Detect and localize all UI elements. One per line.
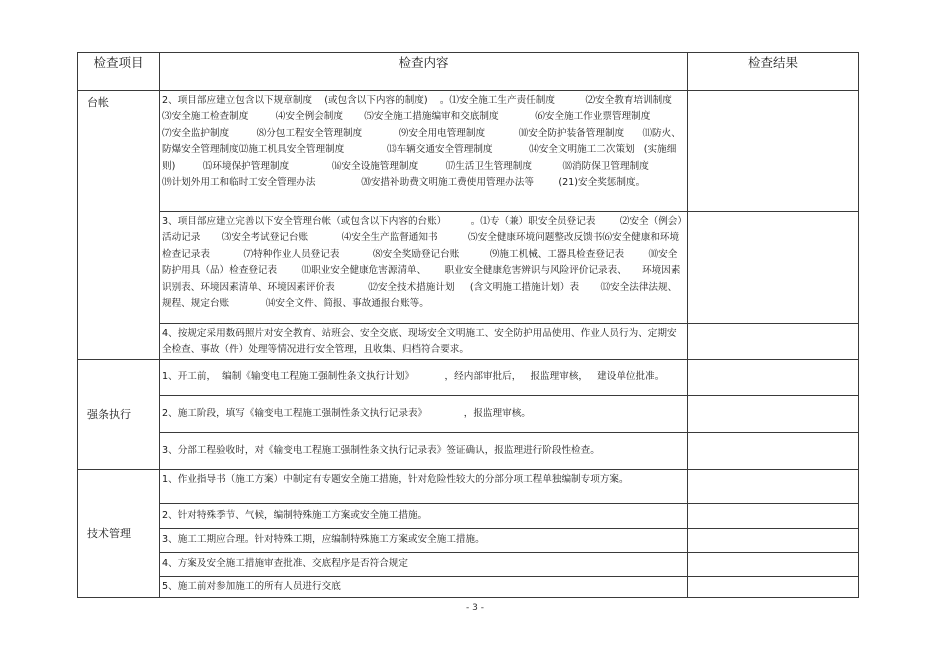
table-row <box>78 469 859 503</box>
header-content: 检查内容 <box>160 53 688 91</box>
content-text: 1、开工前， 编制《输变电工程施工强制性条文执行计划》 ，经内部审批后， 报监理审核， 建设单位批准。 <box>162 371 665 383</box>
content-cell <box>160 212 688 324</box>
result-cell[interactable] <box>688 432 859 469</box>
content-text: 2、针对特殊季节、气候，编制特殊施工方案或安全施工措施。 <box>162 509 428 521</box>
content-cell <box>160 91 691 212</box>
result-cell[interactable] <box>688 528 859 552</box>
content-text: 3、施工工期应合理。针对特殊工期，应编制特殊施工方案或安全施工措施。 <box>162 534 485 546</box>
content-cell <box>160 503 688 528</box>
table-row <box>78 432 859 469</box>
content-cell <box>160 359 688 395</box>
page-number: - 3 - <box>466 603 484 613</box>
result-cell[interactable] <box>688 552 859 576</box>
inspection-table <box>77 52 859 598</box>
table-row <box>78 212 859 324</box>
content-cell <box>160 469 688 503</box>
table-row <box>78 395 859 432</box>
result-cell[interactable] <box>688 395 859 432</box>
table-row <box>78 359 859 395</box>
content-cell <box>160 395 688 432</box>
table-row <box>78 91 859 212</box>
section-item-mandatory: 强条执行 <box>78 359 160 469</box>
section-item-technical: 技术管理 <box>78 469 160 597</box>
section-item-ledger: 台帐 <box>78 91 160 360</box>
content-text: 2、施工阶段，填写《输变电工程施工强制性条文执行记录表》 ，报监理审核。 <box>162 407 531 419</box>
content-cell <box>160 552 688 576</box>
result-cell[interactable] <box>688 576 859 597</box>
table-row <box>78 552 859 576</box>
content-cell <box>160 528 688 552</box>
content-text: 1、作业指导书（施工方案）中制定有专题安全施工措施，针对危险性较大的分部分项工程单独编制专项方案。 <box>162 473 629 485</box>
content-cell <box>160 432 688 469</box>
content-text: 3、分部工程验收时，对《输变电工程施工强制性条文执行记录表》签证确认，报监理进行阶段性检查。 <box>162 444 600 456</box>
result-cell[interactable] <box>688 212 859 324</box>
result-cell[interactable] <box>688 359 859 395</box>
table-row <box>78 324 859 360</box>
result-cell[interactable] <box>688 503 859 528</box>
content-text: 5、施工前对参加施工的所有人员进行交底 <box>162 580 341 592</box>
table-row <box>78 503 859 528</box>
content-text: 4、方案及安全施工措施审查批准、交底程序是否符合规定 <box>162 558 408 570</box>
header-result: 检查结果 <box>688 53 859 91</box>
result-cell[interactable] <box>688 324 859 360</box>
result-cell[interactable] <box>688 91 859 212</box>
content-text: 4、按规定采用数码照片对安全教育、站班会、安全交底、现场安全文明施工、安全防护用品使用、作业人员行为、定期安全检查、事故（件）处理等情况进行安全管理，且收集、归档符合要求。 <box>162 328 677 356</box>
table-header-row <box>78 53 859 91</box>
table-row <box>78 528 859 552</box>
content-cell <box>160 324 688 360</box>
content-text: 2、项目部应建立包含以下规章制度 (或包含以下内容的制度) 。⑴安全施工生产责任制度 ⑵安全教育培训制度 ⑶安全施工检查制度 ⑷安全例会制度 ⑸安全施工措施编审和交底制度 ⑹安全施工作业票管理制度 ⑺安全监护制度 ⑻分包工程安全管理制度 ⑼安全用电管理制度 ⑽安全防护装备管理制度 ⑾防火、防爆安全管理制度⑿施工机具安全管理制度 ⒀车辆交通安全管理制度 ⒁安全文明施工二次策划 (实施细则) ⒂环境保护管理制度 ⒃安全设施管理制度 ⒄生活卫生管理制度 ⒅消防保卫管理制度 ⒆计划外用工和临时工安全管理办法 ⒇安措补助费文明施工费使用管理办法等 (21)安全奖惩制度。 <box>162 95 691 189</box>
header-item: 检查项目 <box>78 53 160 91</box>
content-text: 3、项目部应建立完善以下安全管理台帐（或包含以下内容的台账） 。⑴专（兼）职安全员登记表 ⑵安全（例会）活动记录 ⑶安全考试登记台账 ⑷安全生产监督通知书 ⑸安全健康环境问题整改反馈书⑹安全健康和环境检查记录表 ⑺特种作业人员登记表 ⑻安全奖励登记台账 ⑼施工机械、工器具检查登记表 ⑽安全防护用具（品）检查登记表 ⑾职业安全健康危害源清单、 职业安全健康危害辨识与风险评价记录表、 环境因素识别表、环境因素清单、环境因素评价表 ⑿安全技术措施计划 (含文明施工措施计划）表 ⒀安全法律法规、规程、规定台账 ⒁安全文件、简报、事故通报台账等。 <box>162 216 683 310</box>
table-row <box>78 576 859 597</box>
content-cell <box>160 576 688 597</box>
result-cell[interactable] <box>688 469 859 503</box>
